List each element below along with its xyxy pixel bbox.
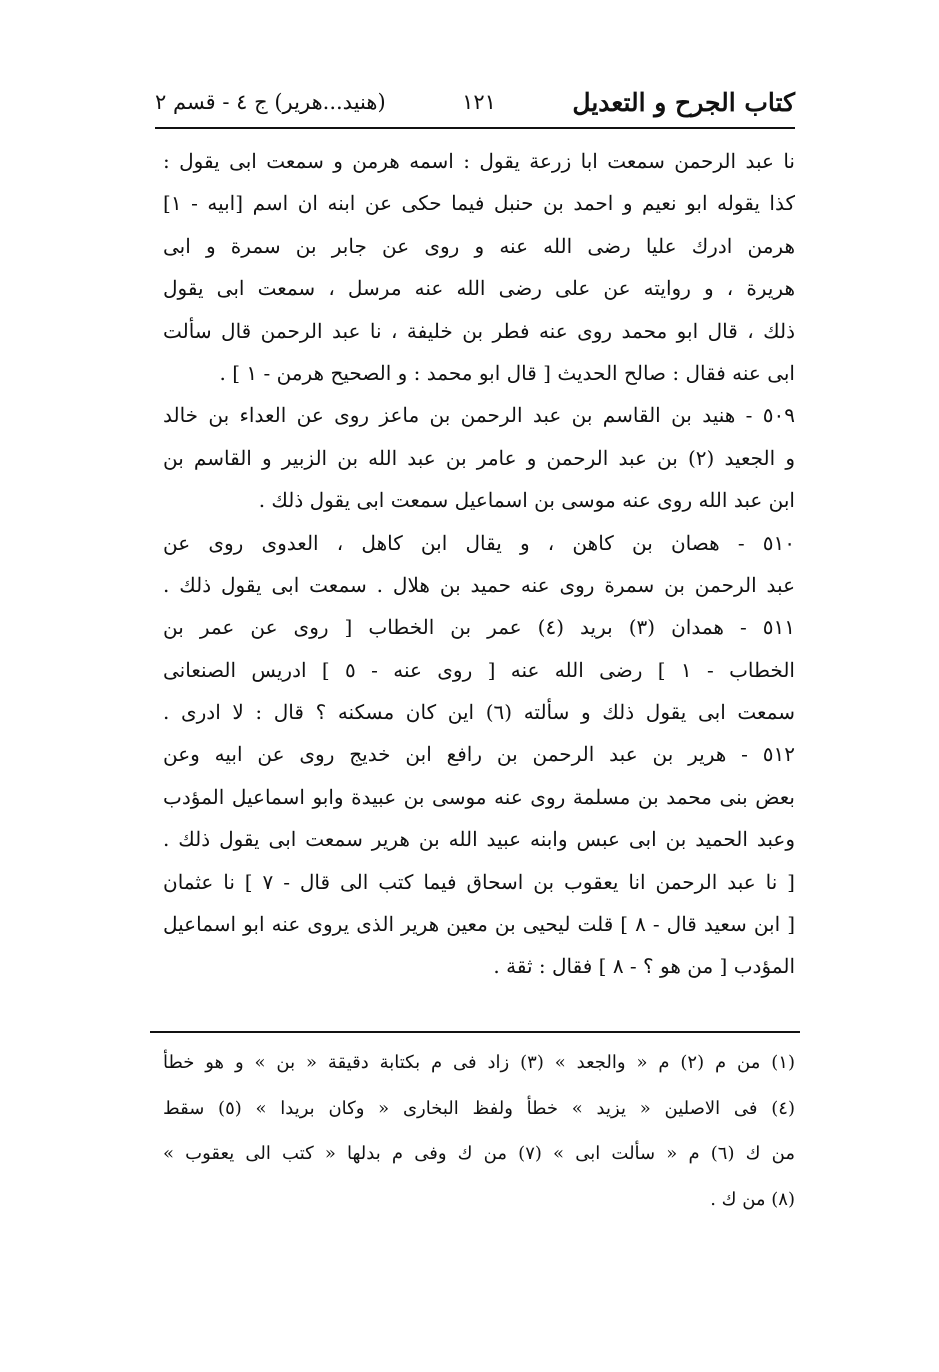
footnote-line: (٤) فى الاصلين « يزيد » خطأ ولفظ البخارى « وكان بريدا » (٥) سقط [163,1097,795,1119]
book-title: كتاب الجرح و التعديل [572,87,795,117]
main-text [163,140,795,988]
entry-511-line: ٥١١ - همدان (٣) بريد (٤) عمر بن الخطاب [ روى عن عمر بن [163,615,795,640]
text-line: ذلك ، قال ابو محمد روى عنه فطر بن خليفة ، نا عبد الرحمن قال سألت [163,318,795,343]
text-line: وعبد الحميد بن ابى عبس وابنه عبيد الله بن هرير سمعت ابى يقول ذلك . [163,827,795,852]
header-rule [155,127,795,129]
text-line: الخطاب - ١ ] رضى الله عنه [ روى عنه - ٥ ] ادريس الصنعانى [163,657,795,682]
text-line: [ نا عبد الرحمن انا يعقوب بن اسحاق فيما كتب الى قال - ٧ ] نا عثمان [163,869,795,894]
footnotes [163,1040,795,1222]
text-line: المؤدب [ من هو ؟ - ٨ ] فقال : ثقة . [493,954,795,979]
footnote-line: من ك (٦) م « سألت ابى » (٧) من ك وفى م بدلها « كتب الى يعقوب » [163,1143,795,1164]
entry-509-line: ٥٠٩ - هنيد بن القاسم بن عبد الرحمن بن ماعز روى عن العداء بن خالد [163,403,795,428]
text-line: نا عبد الرحمن سمعت ابا زرعة يقول : اسمه هرمن و سمعت ابى يقول : [163,149,795,173]
text-line: هرمن ادرك عليا رضى الله عنه و روى عن جابر بن سمرة و ابى [163,233,795,258]
text-line: [ ابن سعيد قال - ٨ ] قلت ليحيى بن معين هرير الذى يروى عنه ابو اسماعيل [163,912,795,937]
text-line: كذا يقوله ابو نعيم و احمد بن حنبل فيما حكى عن ابنه ان اسم [ابيه - ١] [163,191,795,216]
text-line: سمعت ابى يقول ذلك و سألته (٦) اين كان مسكنه ؟ قال : لا ادرى . [163,700,795,725]
footnote-line: (١) من م (٢) م « والجعد » (٣) زاد فى م بكتابة دقيقة « بن » و هو خطأ [163,1052,795,1073]
text-line: ابى عنه فقال : صالح الحديث [ قال ابو محمد : و الصحيح هرمن - ١ ] . [219,360,795,385]
page-number: ١٢١ [462,90,496,114]
page-header [155,80,795,124]
entry-512-line: ٥١٢ - هرير بن عبد الرحمن بن رافع ابن خديج روى عن ابيه وعن [163,742,795,767]
footnote-rule [150,1031,800,1033]
text-line: بعض بنى محمد بن مسلمة روى عنه موسى بن عبيدة وابو اسماعيل المؤدب [163,784,795,809]
footnote-line: (٨) من ك . [710,1188,795,1210]
text-line: ابن عبد الله روى عنه موسى بن اسماعيل سمعت ابى يقول ذلك . [258,488,795,513]
section-range: (هنيد...هرير) ج ٤ - قسم ٢ [155,90,386,114]
text-line: عبد الرحمن بن سمرة روى عنه حميد بن هلال . سمعت ابى يقول ذلك . [163,572,795,597]
entry-510-line: ٥١٠ - هصان بن كاهن ، و يقال ابن كاهل ، العدوى روى عن [163,530,795,555]
text-line: هريرة ، و روايته عن على رضى الله عنه مرسل ، سمعت ابى يقول [163,276,795,301]
text-line: و الجعيد (٢) بن عبد الرحمن و عامر بن عبد الله بن الزبير و القاسم بن [163,445,795,470]
